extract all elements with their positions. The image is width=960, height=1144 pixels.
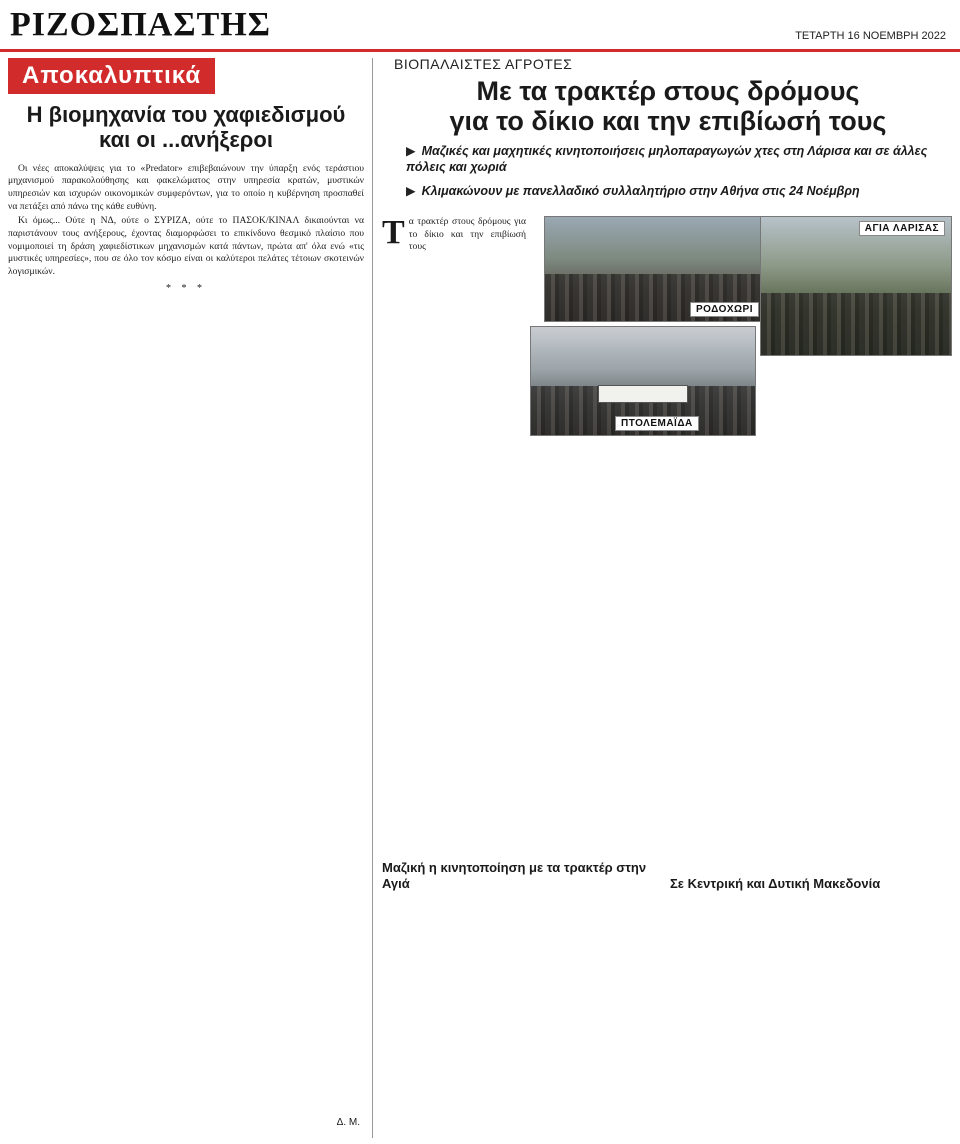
section-title-agia: Μαζική η κινητοποίηση με τα τρακτέρ στην Αγιά: [382, 860, 647, 891]
section-tag: Αποκαλυπτικά: [8, 58, 215, 94]
subhead-2: [406, 184, 956, 200]
lead-text: α τρακτέρ στους δρόμους για το δίκιο και την επιβίωσή τους: [408, 216, 526, 253]
photo-caption: ΡΟΔΟΧΩΡΙ: [690, 302, 759, 317]
main-article: [380, 56, 956, 1140]
photo-ptolemaida: [530, 326, 756, 436]
photo-rodoxori: [544, 216, 766, 322]
issue-date: ΤΕΤΑΡΤΗ 16 ΝΟΕΜΒΡΗ 2022: [795, 30, 946, 42]
arrow-right-icon: ▶: [406, 144, 416, 159]
photo-tractors: [761, 293, 951, 355]
left-article-headline: Η βιομηχανία του χαφιεδισμού και οι ...ανήξεροι: [26, 102, 346, 153]
column-divider: [372, 58, 373, 1138]
article-kicker: ΒΙΟΠΑΛΑΙΣΤΕΣ ΑΓΡΟΤΕΣ: [394, 56, 573, 72]
main-headline: [380, 76, 956, 136]
right-column: [670, 436, 954, 896]
masthead: [0, 0, 960, 52]
author-signature: Δ. Μ.: [336, 1117, 360, 1128]
left-paragraph: Οι νέες αποκαλύψεις για το «Predator» επιβεβαιώνουν την ύπαρξη ενός τεράστιου μηχανισμού παρακολούθησης και φακελώματος στην υπηρεσία κρατών, μυστικών υπηρεσιών και ισχυρών οικονομικών συμφερόντων, για το οποίο η κυβέρνηση προσπαθεί να πετάξει από πάνω της κάθε ευθύνη.: [8, 162, 364, 212]
left-article: [8, 58, 364, 1138]
main-headline-line-2: για το δίκιο και την επιβίωσή τους: [449, 106, 887, 137]
photo-agia: [760, 216, 952, 356]
main-headline-line-1: Με τα τρακτέρ στους δρόμους: [476, 76, 860, 106]
subhead-1: [406, 144, 956, 175]
subhead-1-text: Μαζικές και μαχητικές κινητοποιήσεις μηλοπαραγωγών χτες στη Λάρισα και σε άλλες πόλεις και χωριά: [406, 144, 928, 175]
photo-caption: ΠΤΟΛΕΜΑΪΔΑ: [615, 416, 699, 431]
middle-column: [382, 440, 660, 895]
section-separator: * * *: [166, 282, 206, 294]
newspaper-logo: ΡΙΖΟΣΠΑΣΤΗΣ: [10, 6, 271, 43]
protest-banner: [598, 385, 688, 402]
photo-caption: ΑΓΙΑ ΛΑΡΙΣΑΣ: [859, 221, 945, 236]
left-article-body: [8, 163, 364, 295]
section-title-macedonia: Σε Κεντρική και Δυτική Μακεδονία: [670, 876, 881, 891]
lead-column: [382, 216, 526, 446]
left-paragraph: Κι όμως... Ούτε η ΝΔ, ούτε ο ΣΥΡΙΖΑ, ούτε το ΠΑΣΟΚ/ΚΙΝΑΛ δικαιούνται να παριστάνουν τους ανήξερους, έχοντας διαμορφώσει το επικίνδυνο θεσμικό πλαίσιο που νομιμοποιεί τη δράση χαφιεδίστικων μηχανισμών κατά πάντων, πρώτα απ' όλα ενώ «τις μυστικές υπηρεσίες», που σε όλο τον κόσμο είναι οι καλύτεροι πελάτες τέτοιων σκοτεινών λογισμικών.: [8, 215, 364, 277]
drop-cap: Τ: [382, 214, 405, 251]
arrow-right-icon: ▶: [406, 183, 416, 198]
subhead-2-text: Κλιμακώνουν με πανελλαδικό συλλαλητήριο στην Αθήνα στις 24 Νοέμβρη: [421, 183, 860, 198]
